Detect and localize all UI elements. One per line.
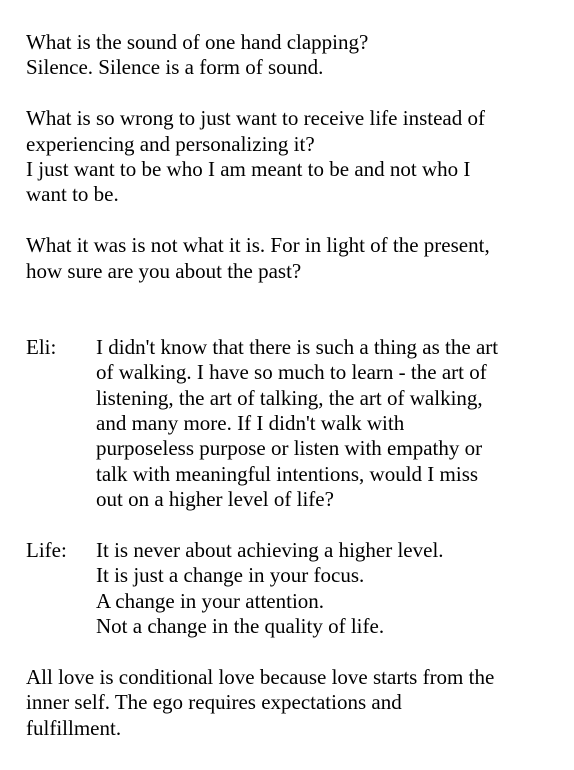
text-line: and many more. If I didn't walk with — [96, 411, 405, 436]
paragraph-spacer — [26, 81, 572, 106]
paragraph-one-hand-clapping — [26, 30, 572, 81]
text-line: fulfillment. — [26, 715, 122, 740]
speech-eli — [96, 335, 572, 513]
speech-life — [96, 538, 572, 640]
text-line: out on a higher level of life? — [96, 487, 334, 512]
paragraph-light-of-present — [26, 233, 572, 284]
text-line: I just want to be who I am meant to be and not who I — [26, 157, 471, 182]
text-line: It is never about achieving a higher level. — [96, 538, 444, 563]
text-line: What is so wrong to just want to receive life instead of — [26, 106, 485, 131]
text-line: talk with meaningful intentions, would I miss — [96, 461, 479, 486]
section-spacer — [26, 284, 572, 335]
dialogue-life — [26, 538, 572, 640]
text-line: of walking. I have so much to learn - the art of — [96, 360, 487, 385]
text-line: A change in your attention. — [96, 588, 325, 613]
text-line: All love is conditional love because love starts from the — [26, 665, 495, 690]
text-line: It is just a change in your focus. — [96, 563, 365, 588]
paragraph-conditional-love — [26, 665, 572, 741]
paragraph-spacer — [26, 208, 572, 233]
text-line: Not a change in the quality of life. — [96, 614, 385, 639]
paragraph-receive-life — [26, 106, 572, 208]
text-line: What is the sound of one hand clapping? — [26, 30, 369, 54]
paragraph-spacer — [26, 513, 572, 538]
text-line: experiencing and personalizing it? — [26, 131, 315, 156]
text-line: listening, the art of talking, the art of walking, — [96, 385, 483, 410]
dialogue-eli — [26, 335, 572, 513]
speaker-label-life: Life: — [26, 538, 67, 563]
text-line: inner self. The ego requires expectations and — [26, 690, 402, 715]
text-line: want to be. — [26, 182, 119, 207]
text-line: I didn't know that there is such a thing as the art — [96, 334, 499, 359]
text-line: purposeless purpose or listen with empathy or — [96, 436, 483, 461]
text-line: how sure are you about the past? — [26, 258, 302, 283]
speaker-label-eli: Eli: — [26, 334, 57, 359]
text-line: Silence. Silence is a form of sound. — [26, 55, 324, 80]
text-line: What it was is not what it is. For in light of the present, — [26, 233, 490, 258]
paragraph-spacer — [26, 640, 572, 665]
document-page — [26, 30, 572, 741]
